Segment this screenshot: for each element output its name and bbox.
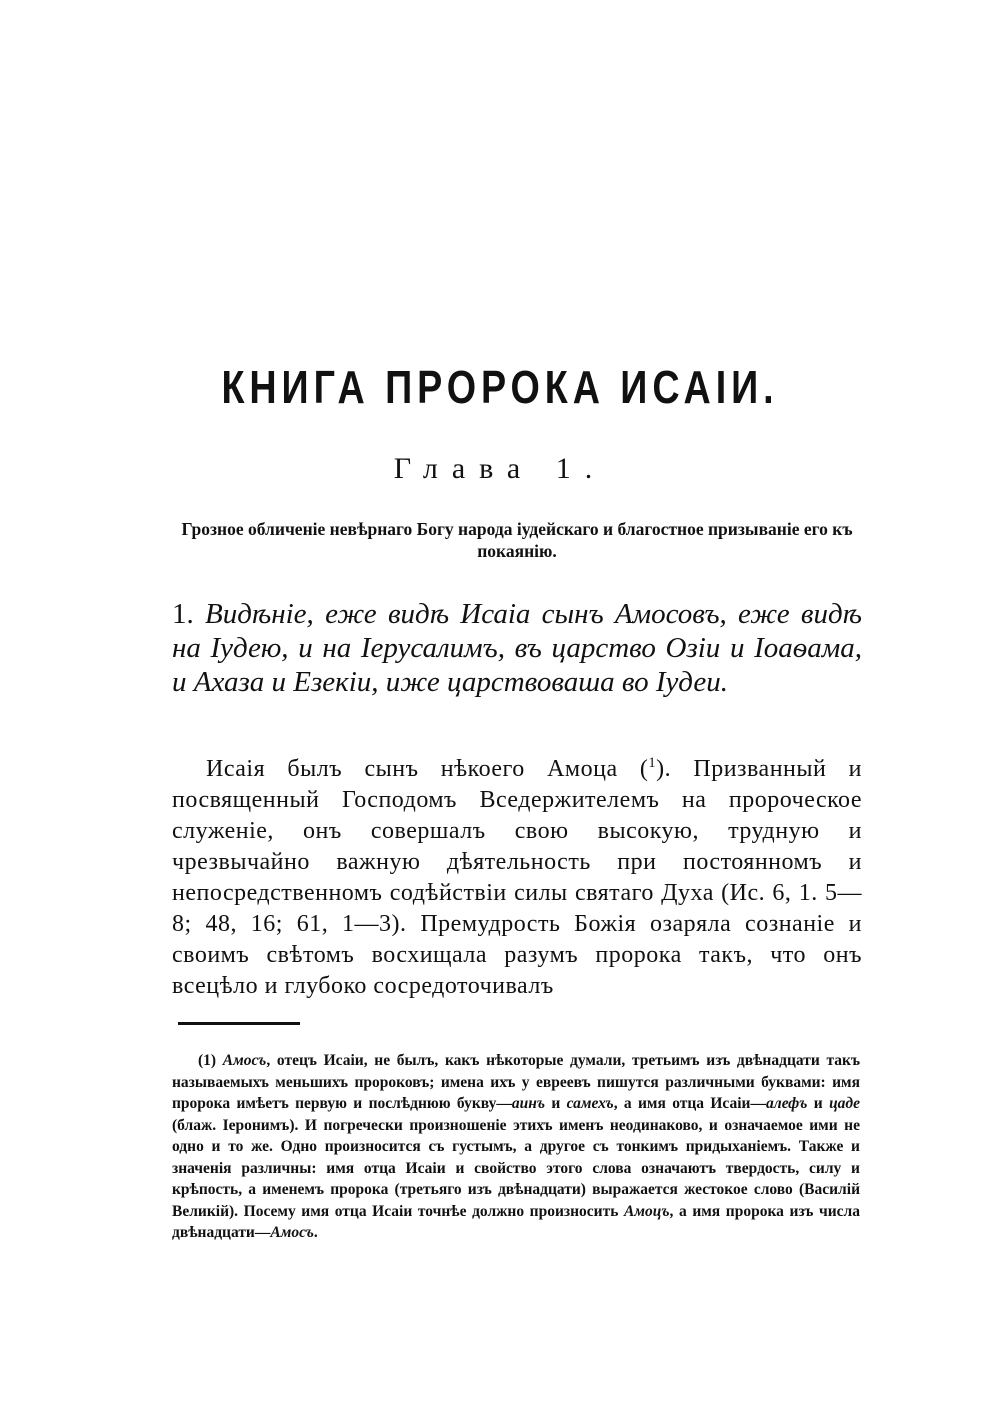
verse-number: 1. bbox=[172, 598, 194, 630]
footnote-text: (блаж. Іеронимъ). И погречески произношеніе этихъ именъ неодинаково, и означаемое ими не одно и то же. Одно произносится съ густымъ, а другое съ тонкимъ придыханіемъ. Также и значенія различны: имя отца Исаіи и свойство этого слова означаютъ твердость, силу и крѣпость, а именемъ пророка (третьяго изъ двѣнадцати) выражается жестокое слово (Василій Великій). Посему имя отца Исаіи точнѣе должно произносить bbox=[172, 1116, 860, 1220]
footnote-text: и bbox=[807, 1095, 830, 1112]
footnote-text: цаде bbox=[829, 1095, 861, 1112]
commentary-text-2: ). Призванный и посвященный Господомъ Вседержителемъ на пророческое служеніе, онъ совершалъ свою высокую, трудную и чрезвычайно важную дѣятельность при постоянномъ и непосредственномъ содѣйствіи силы святаго Духа (Ис. 6, 1. 5—8; 48, 16; 61, 1—3). Премудрость Божія озаряла сознаніе и своимъ свѣтомъ восхищала разумъ пророка такъ, что онъ всецѣло и глубоко сосредоточивалъ bbox=[172, 756, 862, 999]
footnote-text: , а имя отца Исаіи— bbox=[613, 1095, 766, 1112]
footnote-text: алефъ bbox=[765, 1095, 808, 1112]
footnote-divider bbox=[178, 1022, 300, 1025]
footnote-text: и bbox=[545, 1095, 567, 1112]
verse-1 bbox=[172, 597, 862, 699]
verse-text: Видѣніе, еже видѣ Исаіа сынъ Амосовъ, еже видѣ на Іудею, и на Іерусалимъ, въ царство Озіи и Іоаѳама, и Ахаза и Езекіи, иже царствоваша во Іудеи. bbox=[172, 598, 862, 698]
commentary-paragraph bbox=[172, 754, 862, 1002]
book-title: КНИГА ПРОРОКА ИСАIИ. bbox=[221, 361, 779, 413]
footnote-marker: (1) bbox=[198, 1052, 217, 1069]
footnote-text: Амосъ bbox=[270, 1224, 314, 1241]
chapter-heading: Глава 1. bbox=[393, 452, 607, 485]
footnote-text: . bbox=[313, 1224, 318, 1241]
footnote-text: , а имя пророка изъ числа двѣнадцати— bbox=[172, 1202, 860, 1241]
footnote bbox=[172, 1050, 860, 1244]
footnote-text: аинъ bbox=[511, 1095, 546, 1112]
footnote-reference[interactable]: 1 bbox=[648, 755, 657, 771]
footnote-text: Амоцъ bbox=[624, 1202, 670, 1220]
footnote-text: , отецъ Исаіи, не былъ, какъ нѣкоторые думали, третьимъ изъ двѣнадцати такъ называемыхъ меньшихъ пророковъ; имена ихъ у евреевъ пишутся различными буквами: имя пророка имѣетъ первую и послѣднюю букву— bbox=[172, 1052, 860, 1112]
footnote-text: самехъ bbox=[566, 1095, 614, 1112]
footnote-text: Амосъ bbox=[222, 1052, 267, 1069]
chapter-summary: Грозное обличеніе невѣрнаго Богу народа іудейскаго и благостное призываніе его къ покаянію. bbox=[181, 519, 853, 561]
commentary-text-1: Исаія былъ сынъ нѣкоего Амоца ( bbox=[206, 756, 649, 782]
